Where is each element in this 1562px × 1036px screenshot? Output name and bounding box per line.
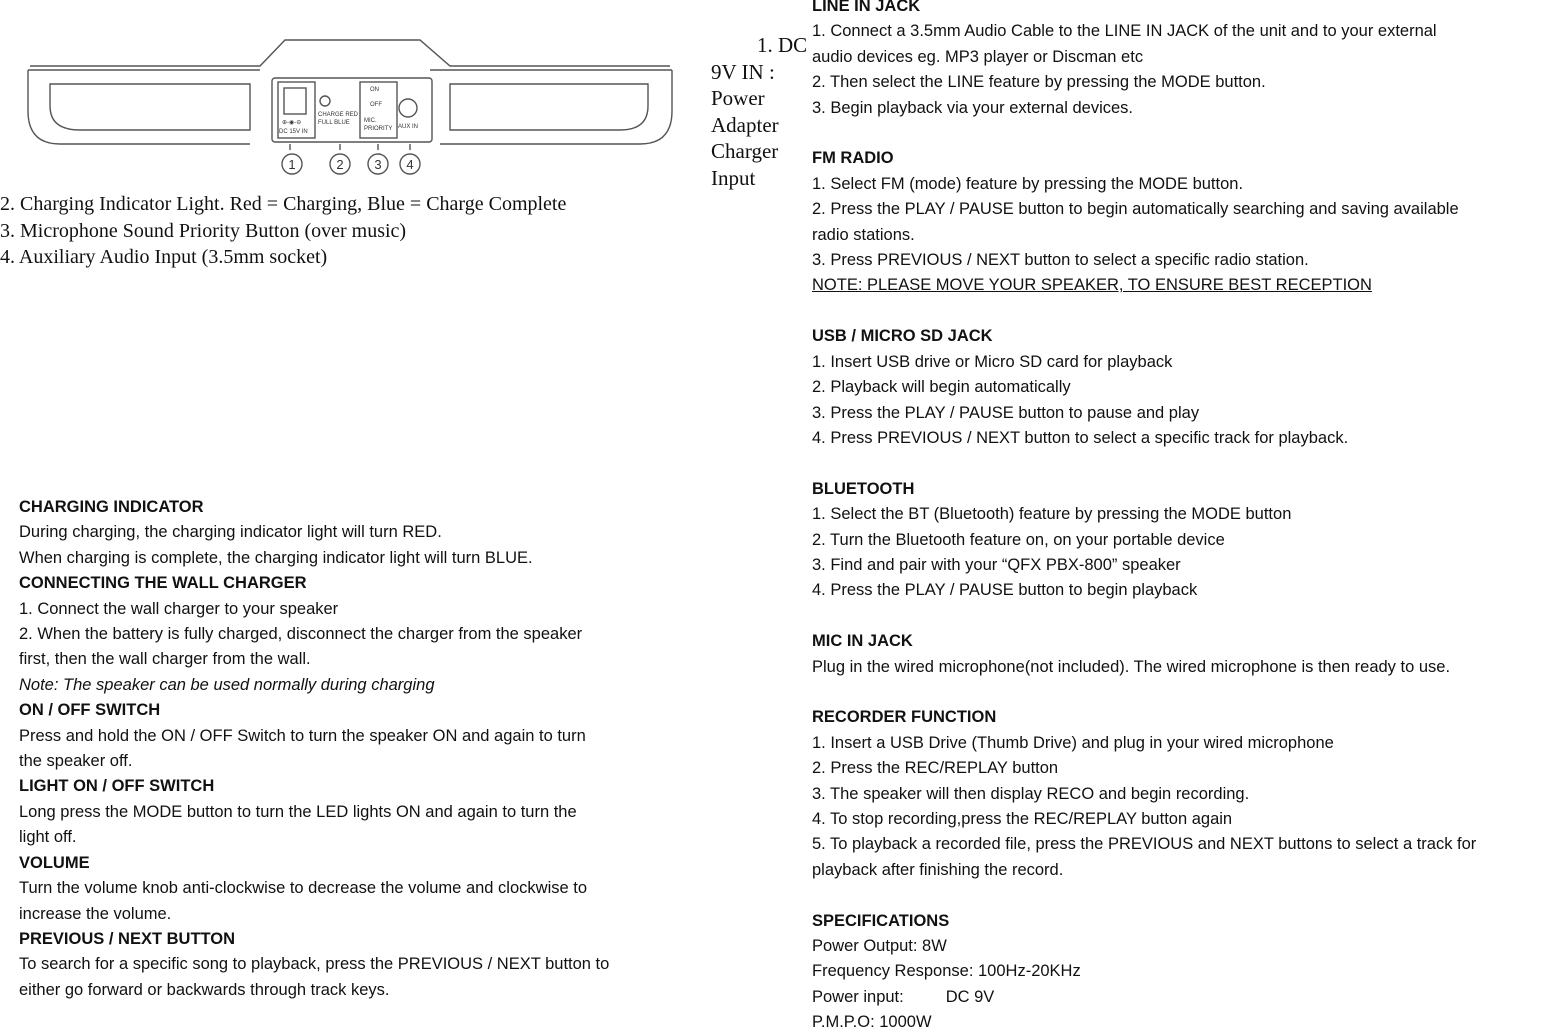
- text-line: 4. Press the PLAY / PAUSE button to begin playback: [812, 581, 1198, 600]
- callout-1: 1: [288, 157, 296, 172]
- on-label: ON: [370, 87, 379, 93]
- priority-label: PRIORITY: [364, 126, 393, 132]
- bluetooth-heading: BLUETOOTH: [812, 479, 915, 498]
- text-line: 3. Begin playback via your external devices.: [812, 98, 1134, 117]
- text-line: light off.: [19, 828, 77, 847]
- charging-indicator-heading: CHARGING INDICATOR: [19, 498, 204, 516]
- text-line: 3. Press PREVIOUS / NEXT button to select a specific radio station.: [812, 251, 1309, 270]
- recorder-heading: RECORDER FUNCTION: [812, 708, 997, 727]
- text-line: 3. The speaker will then display RECO and begin recording.: [812, 784, 1250, 803]
- text-line: first, then the wall charger from the wall.: [19, 650, 311, 669]
- text-line: increase the volume.: [19, 904, 172, 923]
- callout-3: 3: [374, 157, 382, 172]
- text-line: To search for a specific song to playback, press the PREVIOUS / NEXT button to: [19, 955, 610, 974]
- on-off-heading: ON / OFF SWITCH: [19, 701, 161, 720]
- spec-power-input: [812, 985, 1562, 1010]
- text-line: 2. Press the REC/REPLAY button: [812, 759, 1059, 778]
- text-line: 1. Select FM (mode) feature by pressing the MODE button.: [812, 174, 1244, 193]
- text-line: 5. To playback a recorded file, press the PREVIOUS and NEXT buttons to select a track for: [812, 835, 1477, 854]
- light-on-off-heading: LIGHT ON / OFF SWITCH: [19, 777, 215, 796]
- text-line: radio stations.: [812, 225, 915, 244]
- text-line: 4. To stop recording,press the REC/REPLAY button again: [812, 810, 1233, 828]
- legend-item-1: 1. DC 9V IN : Power Adapter Charger Input: [711, 33, 808, 190]
- text-line: During charging, the charging indicator light will turn RED.: [19, 523, 442, 542]
- text-line: 1. Insert a USB Drive (Thumb Drive) and plug in your wired microphone: [812, 733, 1334, 752]
- text-line: either go forward or backwards through track keys.: [19, 980, 390, 999]
- text-line: Press and hold the ON / OFF Switch to turn the speaker ON and again to turn: [19, 726, 586, 745]
- volume-heading: VOLUME: [19, 853, 90, 872]
- specifications-heading: SPECIFICATIONS: [812, 911, 950, 930]
- text-line: Long press the MODE button to turn the LED lights ON and again to turn the: [19, 802, 577, 821]
- text-line: Turn the volume knob anti-clockwise to decrease the volume and clockwise to: [19, 879, 588, 898]
- text-line: 2. Press the PLAY / PAUSE button to begin automatically searching and saving available: [812, 200, 1459, 219]
- spec-power-input-value: DC 9V: [945, 987, 995, 1006]
- rear-panel-diagram: [20, 26, 680, 186]
- legend-item-2: 2. Charging Indicator Light. Red = Charging, Blue = Charge Complete: [0, 193, 567, 215]
- text-line: 1. Select the BT (Bluetooth) feature by pressing the MODE button: [812, 505, 1292, 524]
- text-line: audio devices eg. MP3 player or Discman etc: [812, 47, 1144, 66]
- charge-red-label: CHARGE RED: [318, 112, 359, 118]
- text-line: 3. Press the PLAY / PAUSE button to pause and play: [812, 403, 1200, 422]
- usb-heading: USB / MICRO SD JACK: [812, 327, 993, 346]
- text-line: the speaker off.: [19, 752, 133, 771]
- text-line: When charging is complete, the charging indicator light will turn BLUE.: [19, 548, 533, 567]
- text-line: 1. Connect the wall charger to your speaker: [19, 599, 339, 618]
- full-blue-label: FULL BLUE: [318, 120, 350, 126]
- left-column: [19, 495, 699, 1003]
- text-line: 2. When the battery is fully charged, disconnect the charger from the speaker: [19, 625, 583, 644]
- reception-note: NOTE: PLEASE MOVE YOUR SPEAKER, TO ENSURE BEST RECEPTION: [812, 276, 1372, 295]
- spec-power-input-label: Power input:: [812, 987, 904, 1006]
- charging-note: Note: The speaker can be used normally during charging: [19, 675, 435, 694]
- right-column: [812, 0, 1562, 1036]
- text-line: 2. Playback will begin automatically: [812, 378, 1071, 397]
- mic-label: MIC.: [364, 118, 377, 124]
- text-line: 1. Connect a 3.5mm Audio Cable to the LINE IN JACK of the unit and to your external: [812, 22, 1437, 41]
- fm-radio-heading: FM RADIO: [812, 149, 894, 168]
- spec-pmpo: P.M.P.O: 1000W: [812, 1013, 932, 1032]
- text-line: 2. Turn the Bluetooth feature on, on your portable device: [812, 530, 1225, 549]
- text-line: 3. Find and pair with your “QFX PBX-800” speaker: [812, 555, 1181, 574]
- legend-item-4: 4. Auxiliary Audio Input (3.5mm socket): [0, 246, 328, 268]
- dc-in-symbol: ⊕-◉-⊖: [282, 120, 302, 126]
- legend-item-3: 3. Microphone Sound Priority Button (over music): [0, 220, 407, 242]
- text-line: Plug in the wired microphone(not included). The wired microphone is then ready to use.: [812, 657, 1451, 676]
- line-in-heading: LINE IN JACK: [812, 0, 921, 15]
- text-line: 4. Press PREVIOUS / NEXT button to select a specific track for playback.: [812, 428, 1349, 447]
- dc-in-label: DC 15V IN: [279, 129, 308, 135]
- mic-in-heading: MIC IN JACK: [812, 632, 913, 651]
- text-line: playback after finishing the record.: [812, 860, 1064, 879]
- aux-in-label: AUX IN: [398, 124, 419, 130]
- text-line: 1. Insert USB drive or Micro SD card for playback: [812, 352, 1173, 371]
- prev-next-heading: PREVIOUS / NEXT BUTTON: [19, 929, 236, 948]
- callout-2: 2: [336, 157, 344, 172]
- text-line: 2. Then select the LINE feature by pressing the MODE button.: [812, 73, 1266, 92]
- spec-frequency: Frequency Response: 100Hz-20KHz: [812, 962, 1081, 981]
- wall-charger-heading: CONNECTING THE WALL CHARGER: [19, 574, 307, 593]
- callout-4: 4: [406, 157, 414, 172]
- spec-power-output: Power Output: 8W: [812, 937, 947, 956]
- off-label: OFF: [370, 102, 382, 108]
